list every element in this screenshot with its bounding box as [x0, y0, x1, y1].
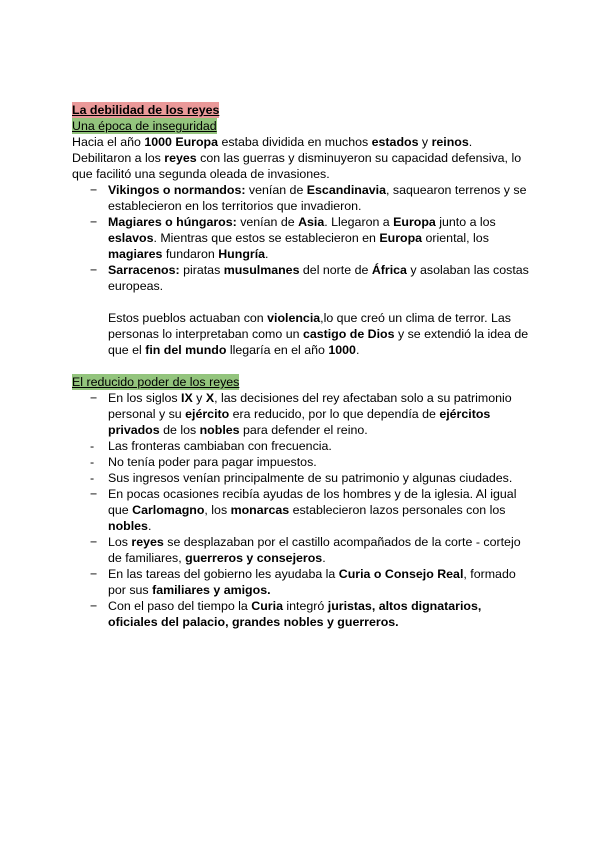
- invaders-list: [72, 182, 532, 294]
- bold-term: monarcas: [230, 503, 290, 517]
- list-item: − Con el paso del tiempo la Curia integró juristas, altos dignatarios, oficiales del palacio, grandes nobles y guerreros.: [90, 599, 482, 629]
- closing-paragraph: Estos pueblos actuaban con violencia,lo que creó un clima de terror. Las personas lo interpretaban como un castigo de Dios y se extendió la idea de que el fin del mundo llegaría en el año 1000.: [108, 311, 529, 357]
- bold-term: ejércitos privados: [108, 407, 491, 437]
- list-item: - Las fronteras cambiaban con frecuencia.: [90, 439, 332, 453]
- bold-term: fin del mundo: [145, 343, 227, 357]
- bold-term: X: [205, 391, 215, 405]
- bold-term: reyes: [131, 535, 164, 549]
- bold-term: IX: [181, 391, 193, 405]
- list-item: − En pocas ocasiones recibía ayudas de los hombres y de la iglesia. Al igual que Carlomagno, los monarcas establecieron lazos personales con los nobles.: [90, 487, 517, 533]
- list-item: − Vikingos o normandos: venían de Escandinavia, saquearon terrenos y se establecieron en los territorios que invadieron.: [90, 183, 527, 213]
- list-item: - No tenía poder para pagar impuestos.: [90, 455, 317, 469]
- bold-term: magiares: [108, 247, 163, 261]
- list-marker: -: [90, 455, 95, 469]
- bold-term: reinos: [431, 135, 469, 149]
- list-marker: −: [90, 567, 98, 581]
- bold-term: Escandinavia: [306, 183, 386, 197]
- bold-term: Sarracenos:: [108, 263, 180, 277]
- document-body: [72, 102, 532, 630]
- list-item: − Sarracenos: piratas musulmanes del norte de África y asolaban las costas europeas.: [90, 263, 529, 293]
- bold-term: reyes: [164, 151, 197, 165]
- bold-term: Curia: [251, 599, 283, 613]
- section-title: La debilidad de los reyes: [72, 103, 220, 117]
- list-marker: −: [90, 487, 98, 501]
- list-marker: −: [90, 263, 98, 277]
- intro-paragraph: Hacia el año 1000 Europa estaba dividida en muchos estados y reinos. Debilitaron a los reyes con las guerras y disminuyeron su capacidad defensiva, lo que facilitó una segunda oleada de invasiones.: [72, 135, 522, 181]
- bold-term: ejército: [185, 407, 230, 421]
- list-item: − En los siglos IX y X, las decisiones del rey afectaban solo a su patrimonio personal y su ejército era reducido, por lo que dependía de ejércitos privados de los nobles para defender el reino.: [90, 391, 512, 437]
- list-item: − Magiares o húngaros: venían de Asia. Llegaron a Europa junto a los eslavos. Mientras que estos se establecieron en Europa oriental, los magiares fundaron Hungría.: [90, 215, 496, 261]
- list-item: − En las tareas del gobierno les ayudaba la Curia o Consejo Real, formado por sus familiares y amigos.: [90, 567, 516, 597]
- bold-term: Asia: [298, 215, 325, 229]
- list-item: − Los reyes se desplazaban por el castillo acompañados de la corte - cortejo de familiares, guerreros y consejeros.: [90, 535, 521, 565]
- section-subtitle: Una época de inseguridad: [72, 119, 217, 133]
- bold-term: nobles: [108, 519, 148, 533]
- bold-term: Hungría: [218, 247, 266, 261]
- bold-term: familiares y amigos.: [152, 583, 271, 597]
- bold-term: castigo de Dios: [302, 327, 395, 341]
- bold-term: juristas, altos dignatarios, oficiales del palacio, grandes nobles y guerreros.: [108, 599, 482, 629]
- section-subtitle: El reducido poder de los reyes: [72, 375, 240, 389]
- bold-term: Magiares o húngaros:: [108, 215, 237, 229]
- bold-term: Europa: [393, 215, 436, 229]
- bold-term: nobles: [199, 423, 240, 437]
- list-marker: -: [90, 471, 95, 485]
- list-marker: −: [90, 215, 98, 229]
- bold-term: 1000: [328, 343, 356, 357]
- list-item: - Sus ingresos venían principalmente de su patrimonio y algunas ciudades.: [90, 471, 513, 485]
- list-marker: -: [90, 439, 95, 453]
- bold-term: eslavos: [108, 231, 154, 245]
- bold-term: guerreros y consejeros: [185, 551, 323, 565]
- list-marker: −: [90, 391, 98, 405]
- list-marker: −: [90, 183, 98, 197]
- bold-term: estados: [371, 135, 419, 149]
- powers-list: [72, 390, 532, 630]
- list-marker: −: [90, 535, 98, 549]
- list-marker: −: [90, 599, 98, 613]
- bold-term: violencia: [267, 311, 321, 325]
- bold-term: musulmanes: [223, 263, 300, 277]
- bold-term: 1000 Europa: [144, 135, 219, 149]
- bold-term: Europa: [379, 231, 423, 245]
- bold-term: Curia o Consejo Real: [338, 567, 464, 581]
- bold-term: Carlomagno: [132, 503, 205, 517]
- bold-term: África: [371, 263, 407, 277]
- bold-term: Vikingos o normandos:: [108, 183, 246, 197]
